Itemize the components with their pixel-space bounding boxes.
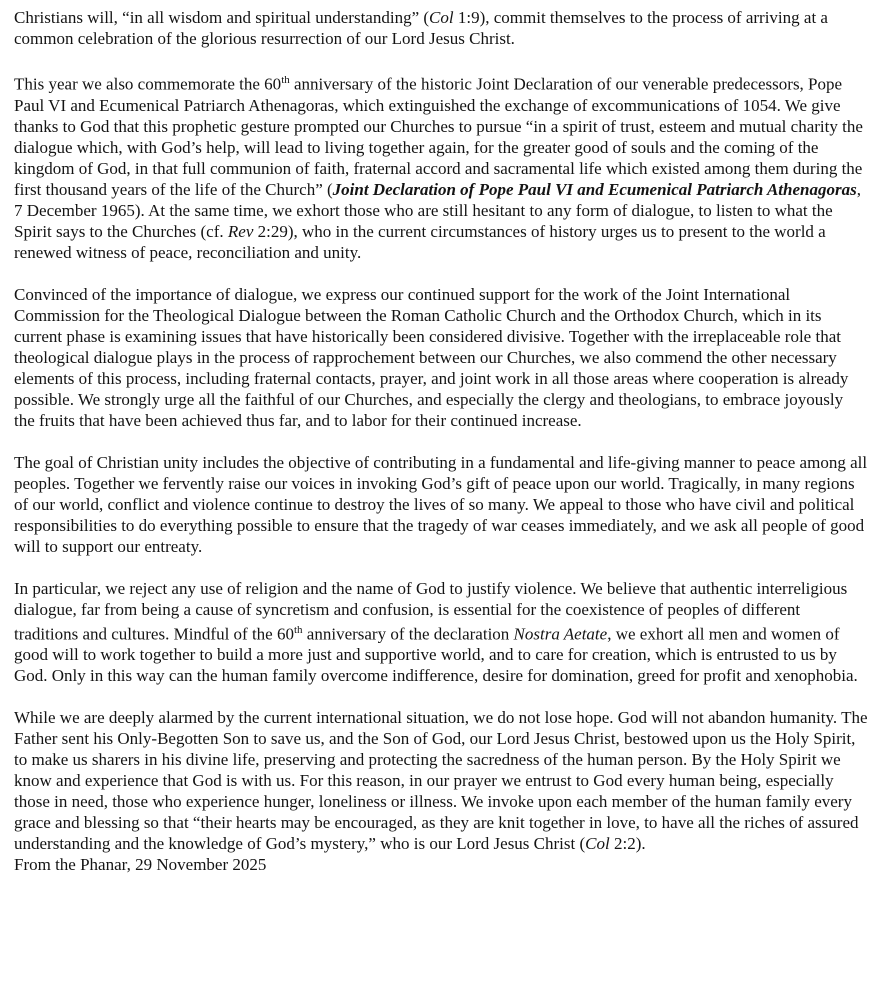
text-run: In particular, we reject any use of religion and the name of God to justify violence. We believe that authentic interreligious dialogue, far from being a cause of syncretism and confusion, is essential for the coexistence of peoples of different traditions and cultures. Mindful of the 60 [14,578,848,644]
superscript-run: th [293,623,303,636]
text-run: 2:2). [609,834,646,854]
text-run: Christians will, “in all wisdom and spiritual understanding” ( [14,8,430,27]
text-run: Convinced of the importance of dialogue, we express our continued support for the work of the Joint International Commission for the Theological Dialogue between the Roman Catholic Church and the Orthodox Church, which in its current phase is examining issues that have historically been considered divisive. Together with the irreplaceable role that theological dialogue plays in the process of rapprochement between our Churches, we also commend the other necessary elements of this process, including fraternal contacts, prayer, and joint work in all those areas where cooperation is already possible. We strongly urge all the faithful of our Churches, and especially the clergy and theologians, to embrace joyously the fruits that have been achieved thus far, and to labor for their continued increase. [14,284,849,430]
paragraph [14,7,868,49]
text-run: 1:9), commit themselves to the process of arriving at a common celebration of the glorious resurrection of our Lord Jesus Christ. [14,8,828,48]
dateline: From the Phanar, 29 November 2025 [14,855,267,875]
paragraph [14,578,868,687]
text-run: anniversary of the historic Joint Declaration of our venerable predecessors, Pope Paul VI and Ecumenical Patriarch Athenagoras, which extinguished the exchange of excommunications of 1054. We give thanks to God that this prophetic gesture prompted our Churches to pursue “in a spirit of trust, esteem and mutual charity the dialogue which, with God’s help, will lead to living together again, for the greater good of souls and the coming of the kingdom of God, in that full communion of faith, fraternal accord and sacramental life which existed among them during the first thousand years of the life of the Church” ( [14,74,863,199]
superscript-run: th [281,74,290,86]
text-run: This year we also commemorate the 60 [14,74,282,94]
italic-citation: Col [429,8,454,27]
italic-citation: Nostra Aetate [513,624,608,644]
text-run: , 7 December 1965). At the same time, we exhort those who are still hesitant to any form of dialogue, to listen to what the Spirit says to the Churches (cf. [14,179,861,241]
text-run: , we exhort all men and women of good will to work together to build a more just and supportive world, and to care for creation, which is entrusted to us by God. Only in this way can the human family overcome indifference, desire for domination, greed for profit and xenophobia. [14,624,858,686]
text-run: 2:29), who in the current circumstances of history urges us to present to the world a renewed witness of peace, reconciliation and unity. [14,221,826,262]
paragraph [14,707,868,854]
bold-italic-citation: Joint Declaration of Pope Paul VI and Ecumenical Patriarch Athenagoras [332,179,857,199]
italic-citation: Col [585,834,610,854]
document-body [14,7,868,854]
paragraph [14,452,868,557]
text-run: anniversary of the declaration [302,624,514,644]
text-run: While we are deeply alarmed by the current international situation, we do not lose hope. God will not abandon humanity. The Father sent his Only-Begotten Son to save us, and the Son of God, our Lord Jesus Christ, bestowed upon us the Holy Spirit, to make us sharers in his divine life, preserving and protecting the sacredness of the human person. By the Holy Spirit we know and experience that God is with us. For this reason, in our prayer we entrust to God every human being, especially those in need, those who experience hunger, loneliness or illness. We invoke upon each member of the human family every grace and blessing so that “their hearts may be encouraged, as they are knit together in love, to have all the riches of assured understanding and the knowledge of God’s mystery,” who is our Lord Jesus Christ ( [14,708,868,854]
paragraph [14,284,868,431]
italic-citation: Rev [227,221,254,241]
paragraph [14,70,868,263]
text-run: The goal of Christian unity includes the objective of contributing in a fundamental and life-giving manner to peace among all peoples. Together we fervently raise our voices in invoking God’s gift of peace upon our world. Tragically, in many regions of our world, conflict and violence continue to destroy the lives of so many. We appeal to those who have civil and political responsibilities to do everything possible to ensure that the tragedy of war ceases immediately, and we ask all people of good will to support our entreaty. [14,452,868,556]
